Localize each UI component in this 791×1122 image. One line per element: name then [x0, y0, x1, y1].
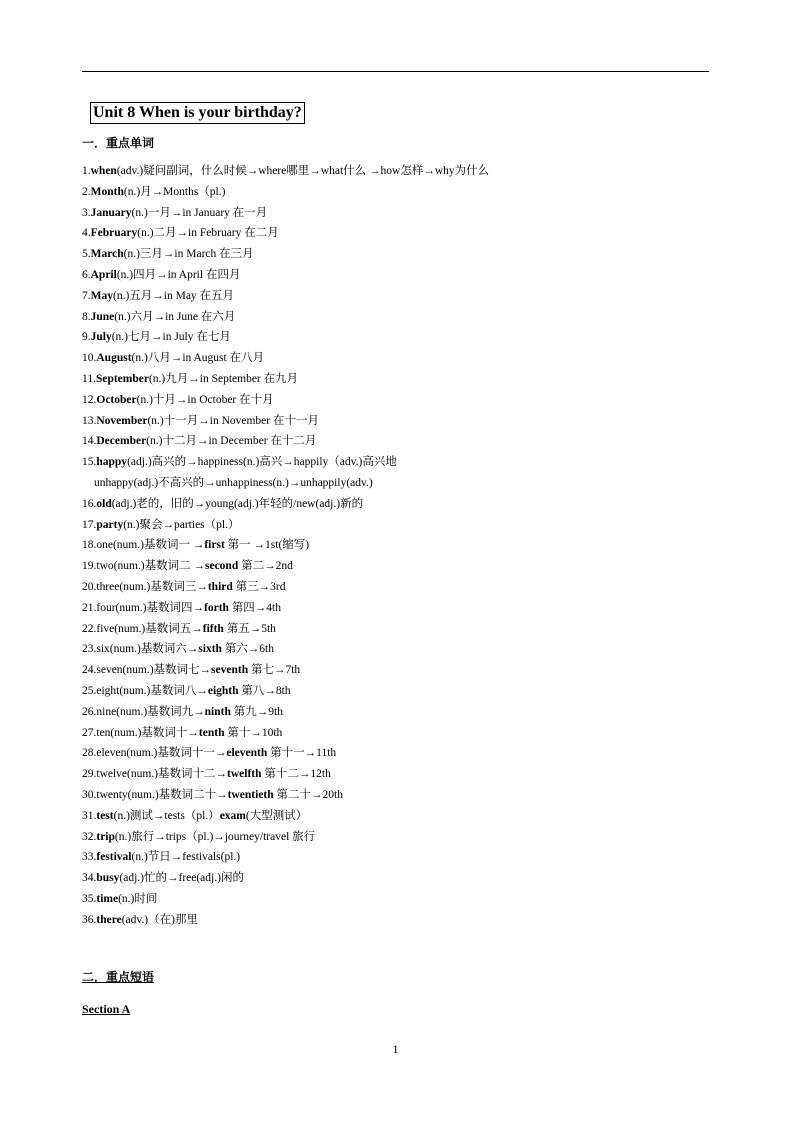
vocab-item: [82, 431, 489, 452]
vocab-pre: ten(num.)基数词十→: [96, 726, 199, 739]
vocab-headword: April: [90, 268, 117, 281]
vocab-item: [82, 473, 489, 494]
vocab-number: 25.: [82, 684, 97, 697]
vocab-item: [82, 223, 489, 244]
subsection-section-a: Section A: [82, 1002, 131, 1016]
vocab-number: 1.: [82, 165, 91, 177]
vocab-number: 3.: [82, 206, 91, 219]
vocab-item: [82, 390, 489, 411]
vocab-item: [82, 577, 489, 598]
vocab-headword: January: [90, 206, 132, 219]
vocab-detail: 第二十→20th: [273, 788, 343, 801]
vocab-item: [82, 452, 489, 473]
vocab-headword: November: [96, 414, 148, 427]
vocab-headword: March: [90, 248, 124, 261]
vocab-number: 27.: [82, 726, 97, 739]
vocab-item: [82, 619, 489, 640]
vocab-detail: 第三→3rd: [232, 580, 286, 593]
vocab-detail: (n.)七月→in July 在七月: [111, 331, 231, 344]
vocab-headword: first: [204, 539, 225, 552]
vocab-number: 35.: [82, 892, 97, 905]
vocab-number: 34.: [82, 872, 97, 885]
vocab-detail: unhappy(adj.)不高兴的→unhappiness(n.)→unhappily(adv.): [94, 476, 373, 489]
vocab-detail: 第六→6th: [221, 643, 275, 656]
vocab-number: 16.: [82, 497, 97, 510]
vocab-item: [82, 847, 489, 868]
vocab-pre: eight(num.)基数词八→: [96, 684, 208, 697]
vocab-number: 11.: [82, 372, 96, 385]
vocab-headword: forth: [204, 601, 229, 614]
vocab-headword: October: [96, 393, 137, 406]
vocab-number: 8.: [82, 310, 91, 323]
vocab-headword: trip: [96, 830, 115, 843]
vocab-detail: (n.)三月→in March 在三月: [123, 248, 254, 261]
vocab-number: 18.: [82, 539, 97, 552]
vocab-item: [82, 598, 489, 619]
vocab-headword: December: [96, 435, 147, 448]
vocab-pre: five(num.)基数词五→: [96, 622, 203, 635]
vocab-detail: 第十→10th: [224, 726, 283, 739]
vocab-pre: twenty(num.)基数词二十→: [96, 788, 228, 801]
vocab-item: [82, 723, 489, 744]
vocab-headword: August: [96, 352, 132, 365]
vocab-number: 20.: [82, 580, 97, 593]
vocab-detail: (n.)聚会→parties（pl.）: [123, 518, 240, 531]
vocab-detail: (n.)旅行→trips（pl.)→journey/travel 旅行: [114, 830, 316, 843]
vocab-item: [82, 639, 489, 660]
vocab-headword: busy: [96, 872, 120, 885]
vocab-detail: (n.)六月→in June 在六月: [114, 310, 236, 323]
vocab-headword: happy: [96, 456, 128, 469]
vocab-number: 29.: [82, 768, 97, 781]
vocab-detail: (adv.)（在)那里: [121, 913, 198, 926]
vocab-headword: test: [96, 809, 114, 822]
vocab-number: 13.: [82, 414, 97, 427]
vocab-detail: (n.)十二月→in December 在十二月: [146, 435, 317, 448]
vocab-pre: seven(num.)基数词七→: [96, 664, 212, 677]
vocab-item: [82, 327, 489, 348]
vocab-item: [82, 369, 489, 390]
unit-title: Unit 8 When is your birthday?: [90, 102, 305, 124]
vocab-headword: May: [90, 289, 113, 302]
vocab-detail: 第十二→12th: [261, 768, 331, 781]
vocab-number: 5.: [82, 248, 91, 261]
vocab-item: [82, 764, 489, 785]
vocab-number: 28.: [82, 747, 97, 760]
vocab-headword: fifth: [202, 622, 224, 635]
vocab-item: [82, 265, 489, 286]
vocab-pre: six(num.)基数词六→: [96, 643, 199, 656]
vocab-headword: June: [90, 310, 115, 323]
vocab-number: 14.: [82, 435, 97, 448]
vocab-detail-2: (大型测试）: [245, 809, 308, 822]
vocab-item: [82, 806, 489, 827]
vocab-headword: eleventh: [226, 747, 268, 760]
vocab-detail: 第二→2nd: [238, 560, 293, 573]
vocab-detail: (n.)时间: [118, 892, 158, 905]
vocab-number: 30.: [82, 788, 97, 801]
vocab-headword: sixth: [198, 643, 222, 656]
vocab-detail: (n.)一月→in January 在一月: [131, 206, 268, 219]
vocab-item: [82, 348, 489, 369]
vocab-detail: (n.)八月→in August 在八月: [131, 352, 265, 365]
vocab-headword: party: [96, 518, 124, 531]
vocab-number: 7.: [82, 289, 91, 302]
vocab-number: 32.: [82, 830, 97, 843]
vocab-item: [82, 203, 489, 224]
vocab-item: [82, 743, 489, 764]
vocab-item: [82, 889, 489, 910]
vocab-number: 2.: [82, 185, 91, 198]
vocab-number: 12.: [82, 393, 97, 406]
vocab-headword: second: [204, 560, 239, 573]
vocab-detail: 第一 →1st(缩写): [224, 539, 310, 552]
vocab-detail: 第八→8th: [238, 684, 291, 697]
vocab-detail: (n.)节日→festivals(pl.): [131, 851, 241, 864]
vocab-item: [82, 910, 489, 931]
vocab-pre: two(num.)基数词二 →: [96, 560, 205, 573]
vocab-headword: February: [90, 227, 138, 240]
vocab-detail: (n.)四月→in April 在四月: [116, 268, 241, 281]
vocab-item: [82, 785, 489, 806]
vocab-item: [82, 286, 489, 307]
vocab-detail: (n.)测试→tests（pl.）: [113, 809, 220, 822]
vocab-item: [82, 161, 489, 182]
vocab-headword: twelfth: [227, 768, 262, 781]
vocab-item: [82, 494, 489, 515]
vocab-item: [82, 515, 489, 536]
vocab-item: [82, 681, 489, 702]
vocab-number: 33.: [82, 851, 97, 864]
vocab-detail: (adj.)老的，旧的→young(adj.)年轻的/new(adj.)新的: [111, 497, 364, 510]
vocab-pre: eleven(num.)基数词十一→: [96, 747, 227, 760]
vocab-headword-2: exam: [219, 809, 246, 822]
vocab-pre: nine(num.)基数词九→: [96, 705, 205, 718]
vocab-item: [82, 182, 489, 203]
vocab-headword: ninth: [204, 705, 231, 718]
vocab-detail: (n.)五月→in May 在五月: [112, 289, 235, 302]
page-number: 1: [392, 1042, 399, 1056]
vocab-number: 36.: [82, 913, 97, 926]
vocab-detail: (adj.)忙的→free(adj.)闲的: [119, 872, 244, 885]
vocab-headword: twentieth: [227, 788, 274, 801]
vocab-detail: (n.)二月→in February 在二月: [137, 227, 279, 240]
vocab-detail: 第九→9th: [230, 705, 283, 718]
vocab-item: [82, 411, 489, 432]
vocab-detail: (n.)九月→in September 在九月: [148, 372, 299, 385]
vocab-number: 23.: [82, 643, 97, 656]
vocab-detail: 第十一→11th: [267, 747, 337, 760]
vocab-number: 4.: [82, 227, 91, 240]
vocab-item: [82, 702, 489, 723]
vocab-pre: twelve(num.)基数词十二→: [96, 768, 228, 781]
vocab-detail: (adv.)疑问副词，什么时候→where哪里→what什么 →how怎样→why为什么: [116, 165, 490, 177]
vocab-number: 26.: [82, 705, 97, 718]
vocab-number: 9.: [82, 331, 91, 344]
vocab-number: 19.: [82, 560, 97, 573]
vocab-item: [82, 307, 489, 328]
vocab-pre: four(num.)基数词四→: [96, 601, 205, 614]
vocab-headword: there: [96, 913, 122, 926]
vocab-headword: September: [95, 372, 149, 385]
vocab-headword: time: [96, 892, 119, 905]
vocab-item: [82, 556, 489, 577]
vocab-detail: 第五→5th: [223, 622, 276, 635]
vocab-pre: one(num.)基数词一 →: [96, 539, 205, 552]
vocab-number: 10.: [82, 352, 97, 365]
vocab-detail: (n.)十一月→in November 在十一月: [147, 414, 319, 427]
vocab-detail: (adj.)高兴的→happiness(n.)高兴→happily（adv.)高兴地: [127, 456, 397, 469]
vocab-headword: eighth: [207, 684, 239, 697]
vocab-detail: 第四→4th: [228, 601, 282, 614]
vocab-item: [82, 535, 489, 556]
vocab-headword: when: [90, 165, 117, 177]
vocab-number: 15.: [82, 456, 97, 469]
vocab-headword: third: [207, 580, 233, 593]
vocab-item: [82, 244, 489, 265]
vocab-headword: Month: [90, 185, 124, 198]
vocab-number: 17.: [82, 518, 97, 531]
vocab-item: [82, 660, 489, 681]
header-rule: [82, 71, 709, 72]
vocab-detail: 第七→7th: [248, 664, 301, 677]
vocab-number: 21.: [82, 601, 97, 614]
section-heading-key-words: 一．重点单词: [82, 136, 155, 150]
vocab-number: 24.: [82, 664, 97, 677]
vocab-headword: old: [96, 497, 112, 510]
vocab-list: [82, 161, 489, 930]
vocab-item: [82, 868, 489, 889]
vocab-detail: (n.)十月→in October 在十月: [136, 393, 274, 406]
vocab-detail: (n.)月→Months（pl.): [123, 185, 226, 198]
vocab-headword: festival: [96, 851, 132, 864]
vocab-pre: three(num.)基数词三→: [96, 580, 208, 593]
vocab-headword: tenth: [198, 726, 225, 739]
vocab-number: 31.: [82, 809, 97, 822]
vocab-item: [82, 827, 489, 848]
vocab-number: 22.: [82, 622, 97, 635]
vocab-headword: seventh: [211, 664, 249, 677]
vocab-number: 6.: [82, 268, 91, 281]
vocab-headword: July: [90, 331, 112, 344]
section-heading-key-phrases: 二．重点短语: [82, 970, 155, 984]
